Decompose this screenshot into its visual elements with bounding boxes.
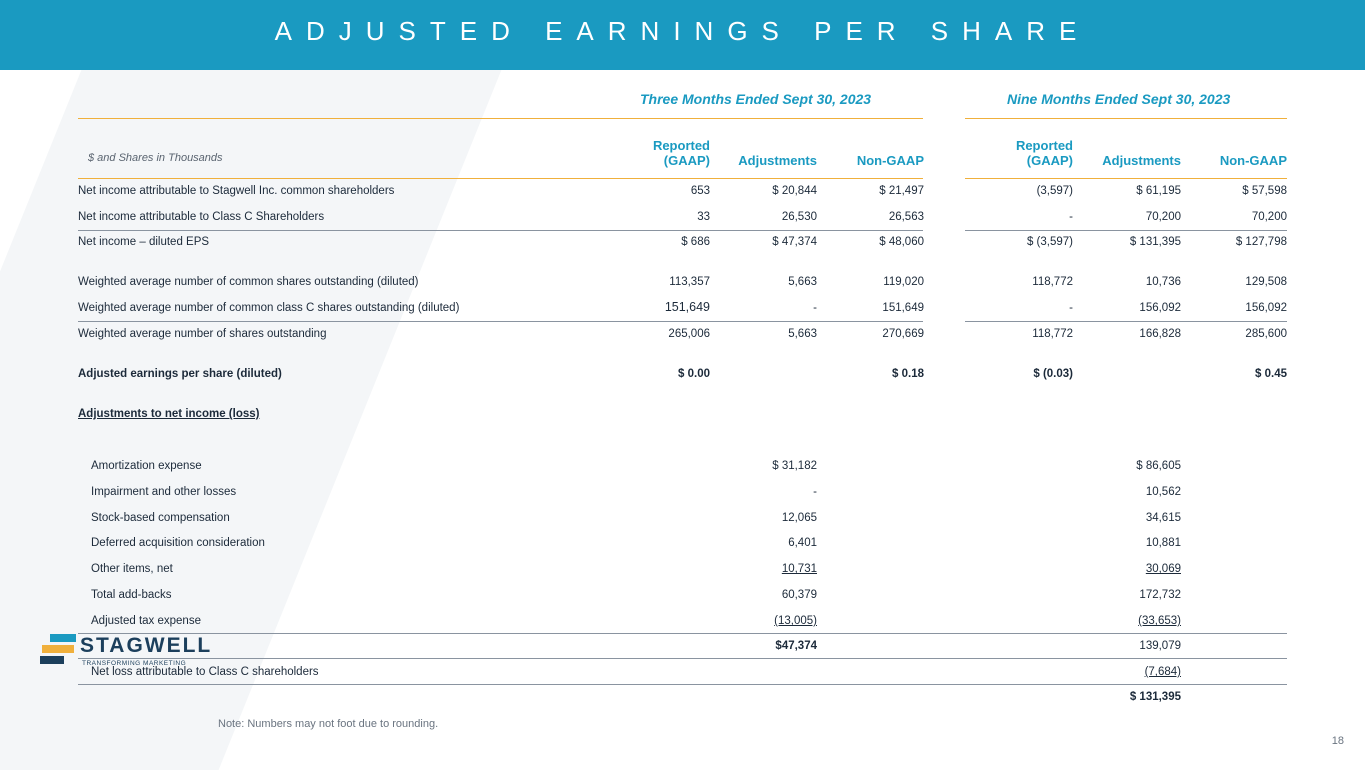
cell-n-reported: - [1069, 211, 1073, 223]
cell-q-adjustments: 5,663 [788, 276, 817, 288]
row-label: Net income – diluted EPS [78, 236, 210, 248]
cell-n-reported: 118,772 [1032, 276, 1073, 288]
col-header-reported: Reported (GAAP) [652, 138, 710, 168]
adjustment-q-value: $ 31,182 [772, 460, 817, 472]
row-label: Weighted average number of shares outstanding [78, 328, 327, 340]
subtotal-n-value: 139,079 [1139, 640, 1181, 652]
cell-n-non-gaap: $ 127,798 [1235, 236, 1287, 248]
cell-n-reported: 118,772 [1032, 328, 1073, 340]
col-header-non-gaap: Non-GAAP [856, 153, 924, 168]
divider [965, 178, 1287, 179]
cell-q-reported: 151,649 [664, 300, 710, 314]
cell-n-adjustments: 156,092 [1139, 302, 1181, 314]
adjustment-label: Adjusted tax expense [91, 615, 201, 627]
adjustment-n-value: 10,881 [1145, 537, 1181, 549]
logo-tagline: TRANSFORMING MARKETING [82, 660, 187, 667]
cell-q-non-gaap: $ 48,060 [879, 236, 924, 248]
adjustment-n-value: 34,615 [1145, 512, 1181, 524]
divider [965, 118, 1287, 119]
cell-q-adjustments: $ 47,374 [772, 236, 817, 248]
divider [78, 178, 923, 179]
cell-n-non-gaap: 129,508 [1245, 276, 1287, 288]
adjustment-q-value: 6,401 [788, 537, 817, 549]
footnote: Note: Numbers may not foot due to rounding. [218, 718, 439, 730]
adjustment-label: Other items, net [91, 563, 173, 575]
adjustment-n-value: (33,653) [1138, 615, 1181, 627]
cell-n-reported: - [1069, 302, 1073, 314]
cell-n-non-gaap: 70,200 [1251, 211, 1287, 223]
adjustment-n-value: $ 86,605 [1136, 460, 1181, 472]
cell-n-adjustments: $ 131,395 [1129, 236, 1181, 248]
period-three-months: Three Months Ended Sept 30, 2023 [640, 91, 872, 107]
adjustment-q-value: 12,065 [781, 512, 817, 524]
divider [78, 633, 1287, 634]
row-label: Net income attributable to Stagwell Inc. common shareholders [78, 185, 395, 197]
adjustments-heading: Adjustments to net income (loss) [78, 408, 260, 420]
page-title: ADJUSTED EARNINGS PER SHARE [274, 16, 1091, 46]
adjustment-label: Impairment and other losses [91, 486, 237, 498]
divider [78, 321, 923, 322]
adjustment-label: Deferred acquisition consideration [91, 537, 265, 549]
adjustment-label: Amortization expense [91, 460, 202, 472]
cell-n-reported: $ (0.03) [1033, 368, 1073, 380]
divider [78, 684, 1287, 685]
cell-q-non-gaap: 270,669 [882, 328, 924, 340]
adjustment-label: Stock-based compensation [91, 512, 230, 524]
cell-q-reported: 265,006 [668, 328, 710, 340]
row-label: Net income attributable to Class C Shareholders [78, 211, 325, 223]
logo-wordmark: STAGWELL [80, 634, 213, 657]
cell-q-reported: $ 0.00 [678, 368, 710, 380]
cell-q-adjustments: 5,663 [788, 328, 817, 340]
col-header-non-gaap: Non-GAAP [1219, 153, 1287, 168]
adjustment-q-value: 10,731 [781, 563, 817, 575]
cell-q-non-gaap: $ 21,497 [879, 185, 924, 197]
cell-q-non-gaap: 119,020 [883, 276, 924, 288]
period-nine-months: Nine Months Ended Sept 30, 2023 [1007, 91, 1231, 107]
header-bar [0, 0, 1365, 70]
cell-n-adjustments: 166,828 [1139, 328, 1181, 340]
class-c-label: Net loss attributable to Class C shareholders [91, 666, 319, 678]
cell-n-non-gaap: 285,600 [1245, 328, 1287, 340]
divider [78, 658, 1287, 659]
divider [78, 118, 923, 119]
subtotal-q-value: $47,374 [775, 640, 817, 652]
page-number: 18 [1331, 735, 1344, 747]
row-label: Weighted average number of common class C shares outstanding (diluted) [78, 302, 460, 314]
col-header-adjustments: Adjustments [738, 153, 817, 168]
cell-q-reported: $ 686 [681, 236, 710, 248]
cell-n-adjustments: 10,736 [1145, 276, 1181, 288]
row-label: Adjusted earnings per share (diluted) [78, 368, 282, 380]
cell-n-non-gaap: $ 57,598 [1242, 185, 1287, 197]
content-area [0, 70, 1365, 768]
adjustment-q-value: - [813, 486, 817, 498]
cell-n-adjustments: 70,200 [1145, 211, 1181, 223]
cell-q-adjustments: - [813, 302, 817, 314]
divider [965, 321, 1287, 322]
row-label: Weighted average number of common shares outstanding (diluted) [78, 276, 419, 288]
cell-n-reported: (3,597) [1036, 185, 1073, 197]
cell-q-non-gaap: 151,649 [882, 302, 924, 314]
col-header-reported: Reported (GAAP) [1015, 138, 1073, 168]
cell-q-non-gaap: $ 0.18 [892, 368, 924, 380]
cell-n-reported: $ (3,597) [1026, 236, 1073, 248]
cell-n-non-gaap: $ 0.45 [1255, 368, 1287, 380]
grand-total-value: $ 131,395 [1129, 691, 1181, 703]
adjustment-n-value: 10,562 [1145, 486, 1181, 498]
cell-q-non-gaap: 26,563 [888, 211, 924, 223]
divider [965, 230, 1287, 231]
cell-q-adjustments: 26,530 [781, 211, 817, 223]
adjustment-n-value: 30,069 [1145, 563, 1181, 575]
class-c-n-value: (7,684) [1144, 666, 1181, 678]
adjustment-q-value: (13,005) [774, 615, 817, 627]
cell-q-reported: 113,357 [669, 276, 710, 288]
cell-q-reported: 653 [690, 185, 710, 197]
adjustment-q-value: 60,379 [781, 589, 817, 601]
adjustment-label: Total add-backs [91, 589, 172, 601]
cell-n-adjustments: $ 61,195 [1136, 185, 1181, 197]
cell-n-non-gaap: 156,092 [1245, 302, 1287, 314]
cell-q-adjustments: $ 20,844 [772, 185, 817, 197]
units-label: $ and Shares in Thousands [88, 152, 223, 164]
col-header-adjustments: Adjustments [1102, 153, 1181, 168]
cell-q-reported: 33 [697, 211, 710, 223]
adjustment-n-value: 172,732 [1139, 589, 1181, 601]
divider [78, 230, 923, 231]
